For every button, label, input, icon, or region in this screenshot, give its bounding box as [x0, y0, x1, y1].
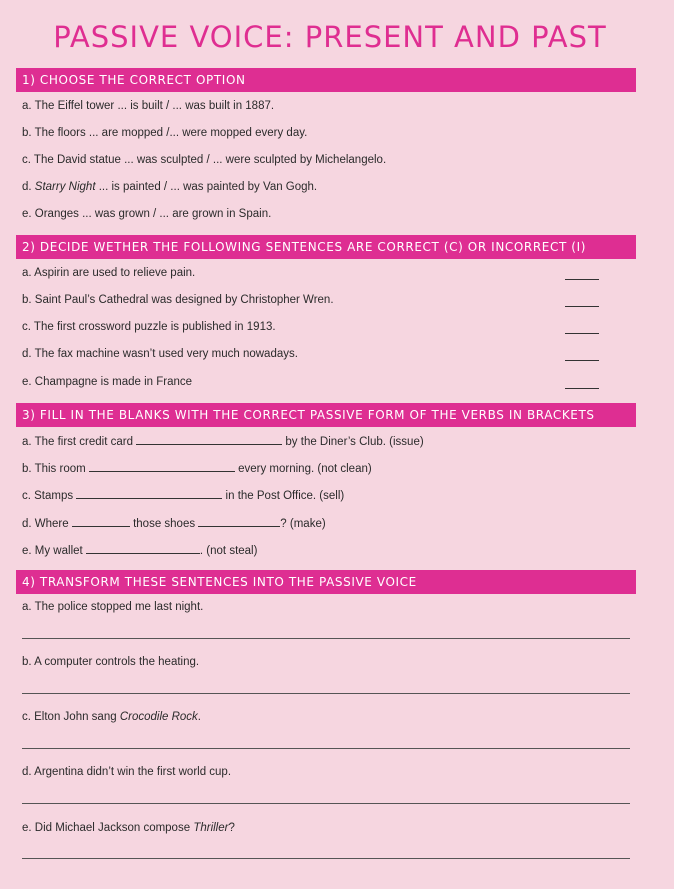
section-4-heading: 4) TRANSFORM THESE SENTENCES INTO THE PASSIVE VOICE	[16, 570, 636, 594]
page-title: PASSIVE VOICE: PRESENT AND PAST	[53, 20, 607, 54]
s1-item-d-title: Starry Night	[34, 181, 96, 193]
s2-item-e: e. Champagne is made in France	[22, 376, 193, 388]
s4-answer-line-e[interactable]	[22, 858, 630, 859]
s4-item-e-pre: e. Did Michael Jackson compose	[22, 822, 194, 834]
s3-item-e-end: . (not steal)	[199, 545, 258, 557]
s3-blank-e[interactable]	[86, 543, 200, 554]
s4-item-c-post: .	[197, 711, 201, 723]
s3-blank-d2[interactable]	[198, 516, 280, 527]
s3-item-b-end: every morning. (not clean)	[238, 463, 372, 475]
s4-item-e-title: Thriller	[193, 822, 229, 834]
section-1-heading: 1) CHOOSE THE CORRECT OPTION	[16, 68, 636, 92]
s3-blank-a[interactable]	[136, 434, 282, 445]
s3-blank-d1[interactable]	[72, 516, 130, 527]
s1-item-d-pre: d.	[22, 181, 35, 193]
s3-item-d-end: ? (make)	[280, 518, 326, 530]
s3-blank-b[interactable]	[89, 461, 235, 472]
s3-item-b	[22, 461, 372, 475]
s3-item-e-start: e. My wallet	[22, 545, 83, 557]
s2-item-b: b. Saint Paul’s Cathedral was designed by Christopher Wren.	[22, 294, 334, 306]
section-2-heading: 2) DECIDE WETHER THE FOLLOWING SENTENCES ARE CORRECT (C) OR INCORRECT (I)	[16, 235, 636, 259]
s2-item-a: a. Aspirin are used to relieve pain.	[22, 267, 196, 279]
s3-item-d-middle: those shoes	[133, 518, 196, 530]
s2-answer-line-a[interactable]	[565, 279, 599, 280]
s4-item-c	[22, 711, 201, 723]
s3-item-d	[22, 516, 326, 530]
s4-item-d: d. Argentina didn’t win the first world cup.	[22, 766, 232, 778]
s2-answer-line-d[interactable]	[565, 360, 599, 361]
s3-item-e	[22, 543, 257, 557]
s1-item-e: e. Oranges ... was grown / ... are grown in Spain.	[22, 208, 272, 220]
s3-item-c-end: in the Post Office. (sell)	[225, 490, 345, 502]
s4-answer-line-d[interactable]	[22, 803, 630, 804]
s1-item-d	[22, 181, 317, 193]
s4-answer-line-a[interactable]	[22, 638, 630, 639]
s1-item-c: c. The David statue ... was sculpted / ... were sculpted by Michelangelo.	[22, 154, 387, 166]
s2-answer-line-e[interactable]	[565, 388, 599, 389]
s3-item-a-end: by the Diner’s Club. (issue)	[285, 436, 424, 448]
s4-item-b: b. A computer controls the heating.	[22, 656, 200, 668]
s3-blank-c[interactable]	[76, 488, 222, 499]
s4-item-e	[22, 822, 235, 834]
s1-item-a: a. The Eiffel tower ... is built / ... was built in 1887.	[22, 100, 275, 112]
s3-item-c	[22, 488, 344, 502]
s4-item-c-title: Crocodile Rock	[119, 711, 198, 723]
s2-item-c: c. The first crossword puzzle is published in 1913.	[22, 321, 276, 333]
s3-item-a-start: a. The first credit card	[22, 436, 133, 448]
s2-answer-line-c[interactable]	[565, 333, 599, 334]
section-3-heading: 3) FILL IN THE BLANKS WITH THE CORRECT PASSIVE FORM OF THE VERBS IN BRACKETS	[16, 403, 636, 427]
s1-item-d-post: ... is painted / ... was painted by Van Gogh.	[95, 181, 318, 193]
s3-item-c-start: c. Stamps	[22, 490, 74, 502]
s4-item-c-pre: c. Elton John sang	[22, 711, 120, 723]
s3-item-a	[22, 434, 424, 448]
s3-item-d-start: d. Where	[22, 518, 69, 530]
s2-answer-line-b[interactable]	[565, 306, 599, 307]
s4-answer-line-c[interactable]	[22, 748, 630, 749]
s4-item-a: a. The police stopped me last night.	[22, 601, 204, 613]
s2-item-d: d. The fax machine wasn’t used very much nowadays.	[22, 348, 298, 360]
s4-answer-line-b[interactable]	[22, 693, 630, 694]
s4-item-e-post: ?	[228, 822, 235, 834]
s3-item-b-start: b. This room	[22, 463, 86, 475]
s1-item-b: b. The floors ... are mopped /... were mopped every day.	[22, 127, 308, 139]
